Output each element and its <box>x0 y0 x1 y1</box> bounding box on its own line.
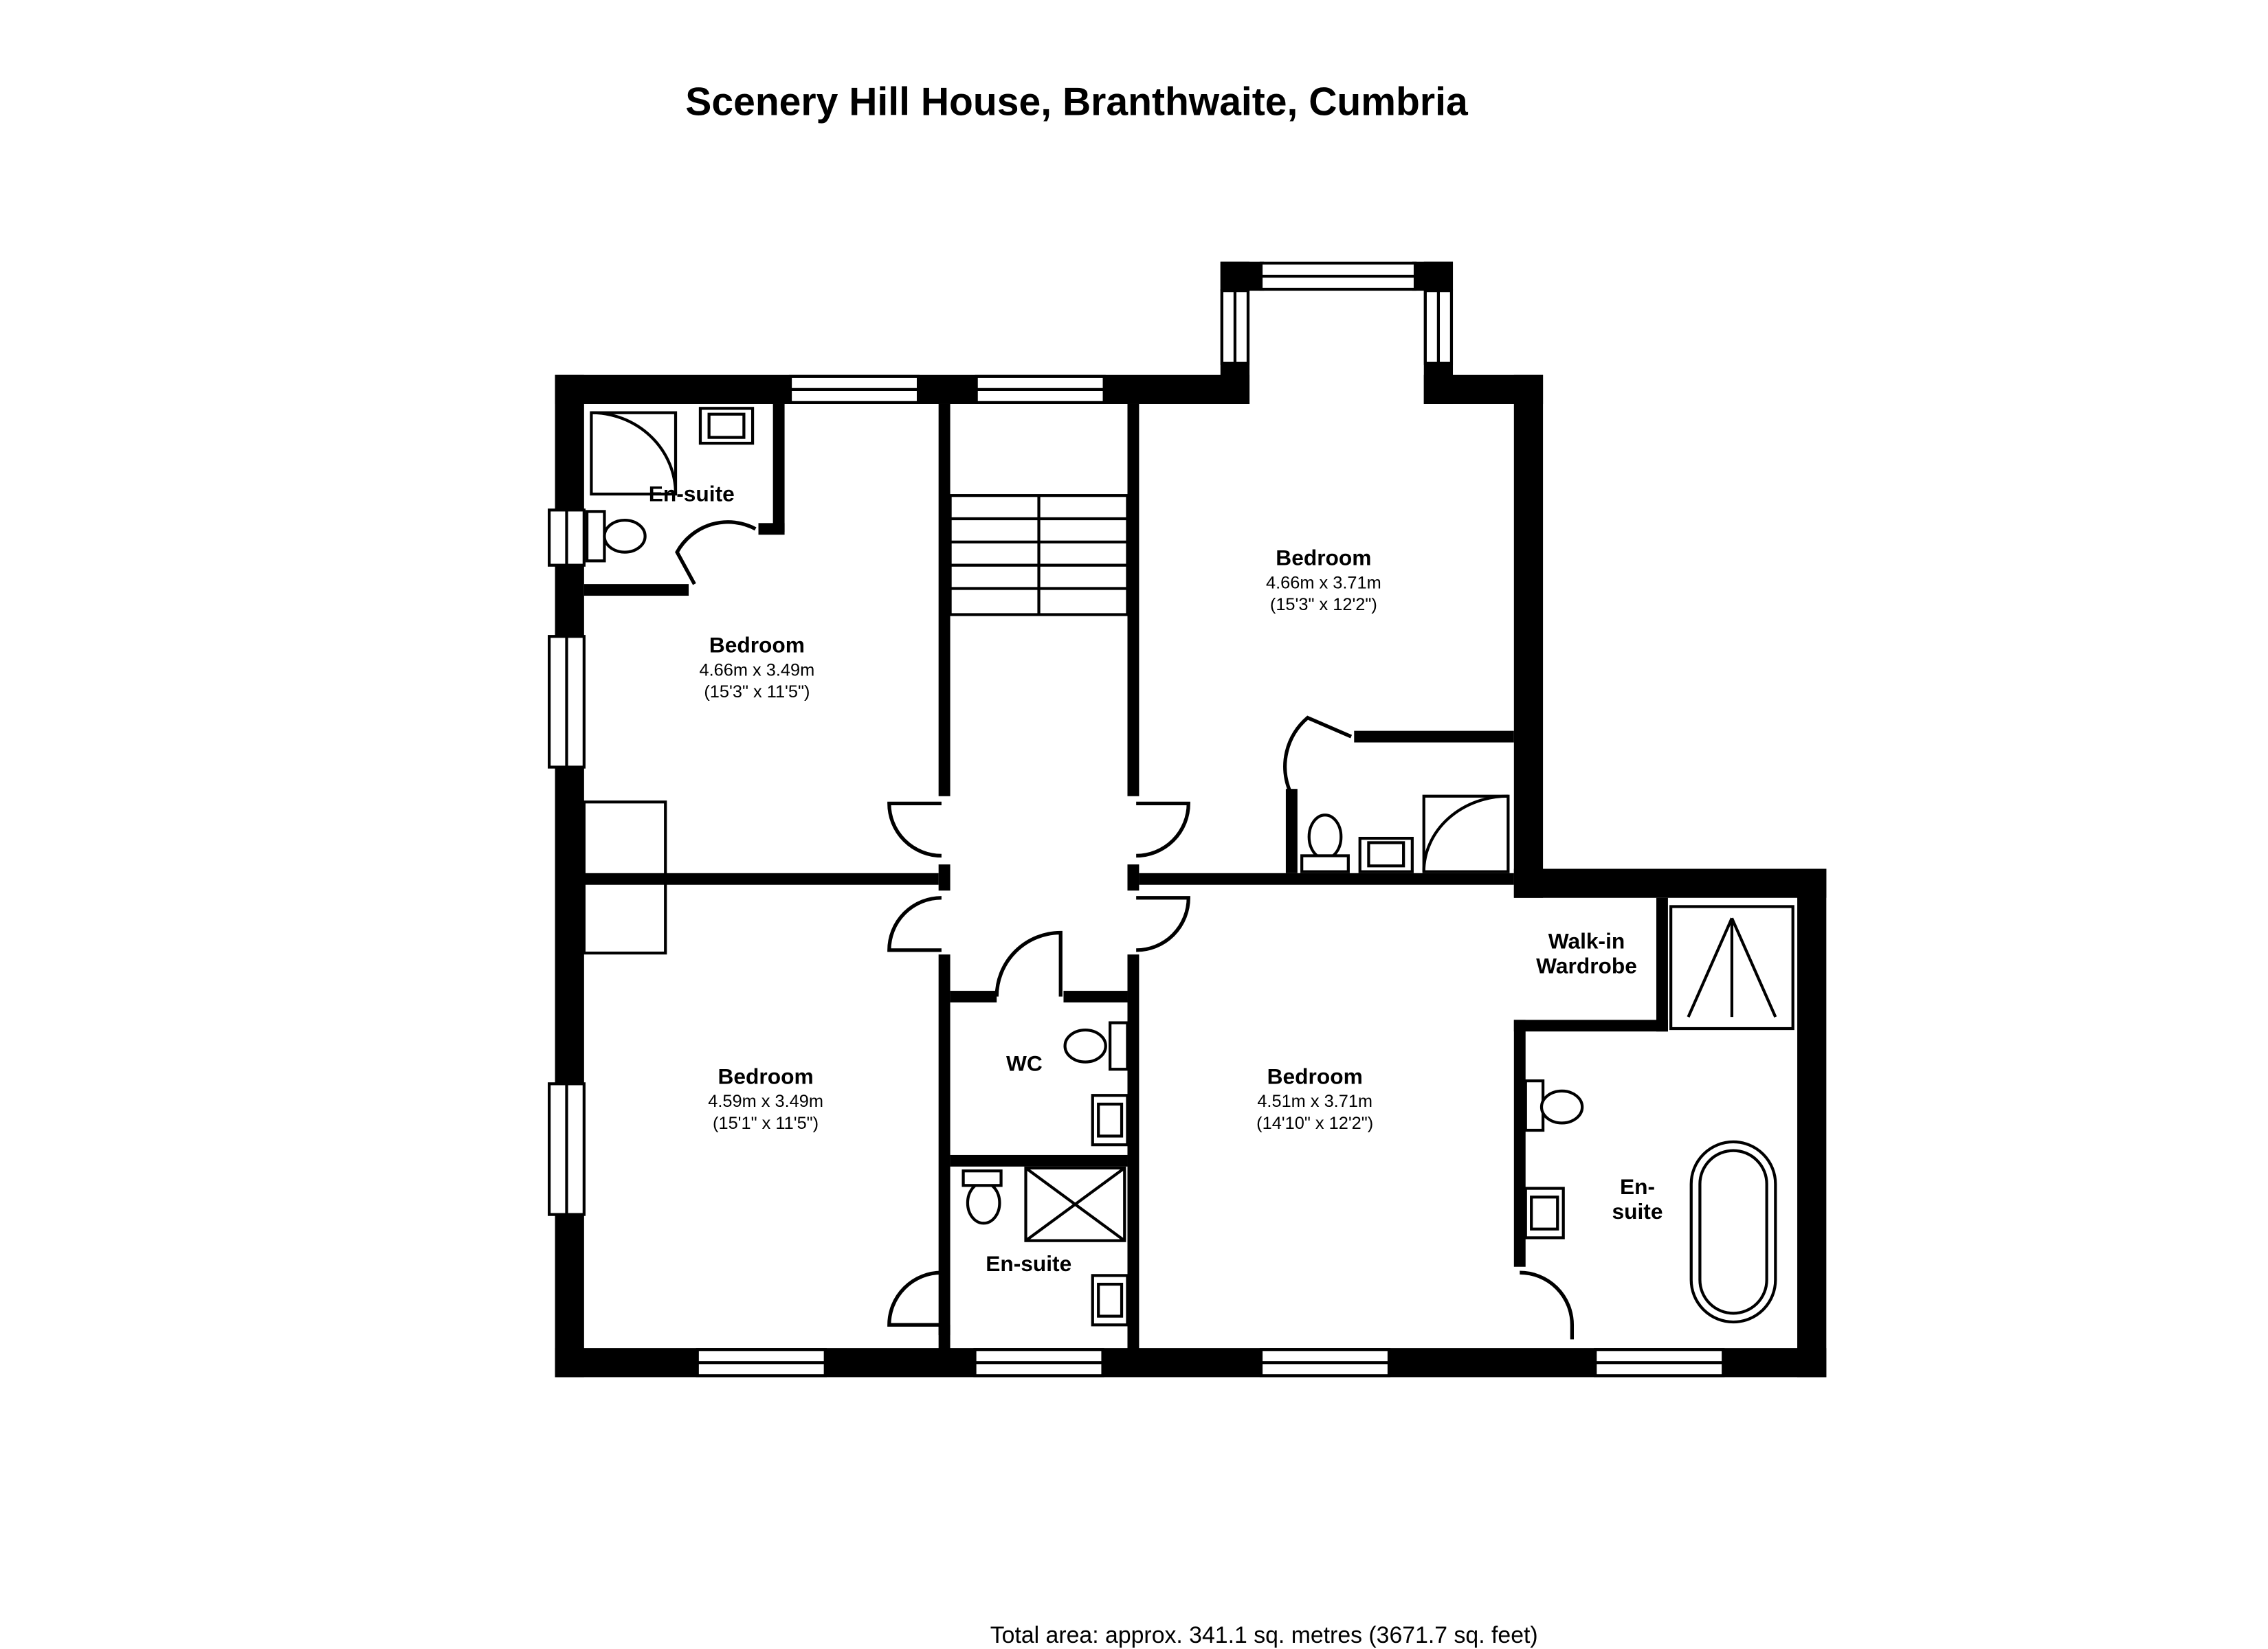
bedroom-top-right-label: Bedroom <box>1276 545 1372 570</box>
total-area-footer: Total area: approx. 341.1 sq. metres (3671.7 sq. feet) <box>990 1622 1538 1649</box>
plan-title: Scenery Hill House, Branthwaite, Cumbria <box>685 80 1468 124</box>
bedroom-bottom-right-metric: 4.51m x 3.71m <box>1257 1092 1373 1112</box>
bedroom-top-left-metric: 4.66m x 3.49m <box>699 660 815 680</box>
staircase <box>950 495 1128 614</box>
bedroom-bottom-left-metric: 4.59m x 3.49m <box>708 1092 823 1112</box>
ensuite-top-left-label: En-suite <box>648 481 735 506</box>
fixtures <box>584 408 1793 1325</box>
ensuite-bottom-right-label-line2: suite <box>1612 1198 1663 1224</box>
bedroom-bottom-left-label: Bedroom <box>718 1064 814 1089</box>
walk-in-wardrobe-label-line2: Wardrobe <box>1536 953 1637 978</box>
walk-in-wardrobe-label-line1: Walk-in <box>1548 928 1625 954</box>
bedroom-bottom-left-imperial: (15'1" x 11'5") <box>713 1113 819 1133</box>
ensuite-bottom-middle-label: En-suite <box>986 1251 1072 1277</box>
bedroom-top-right-imperial: (15'3" x 12'2") <box>1269 595 1377 615</box>
bedroom-top-left-imperial: (15'3" x 11'5") <box>704 682 810 702</box>
bedroom-bottom-right-label: Bedroom <box>1267 1064 1363 1089</box>
ensuite-bottom-right-label-line1: En- <box>1619 1174 1656 1200</box>
bedroom-top-right-metric: 4.66m x 3.71m <box>1266 573 1381 593</box>
bedroom-top-left-label: Bedroom <box>709 632 805 658</box>
bedroom-bottom-right-imperial: (14'10" x 12'2") <box>1256 1113 1374 1133</box>
wc-label: WC <box>1005 1051 1043 1076</box>
